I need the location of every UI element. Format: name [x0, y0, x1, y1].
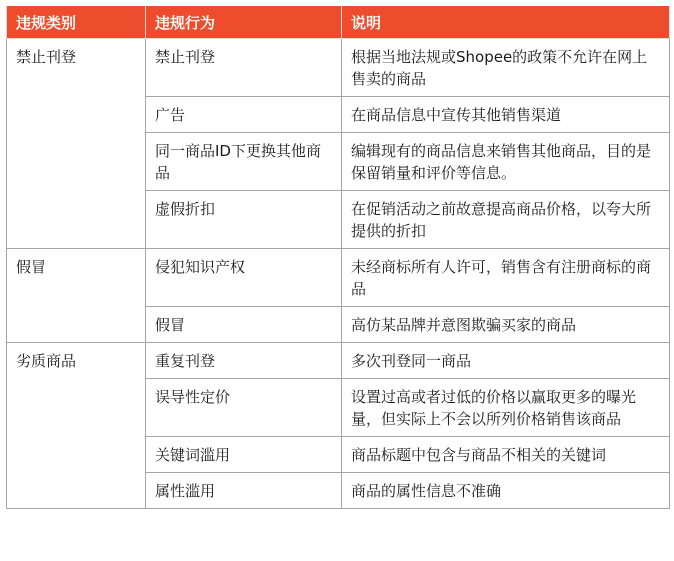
description-cell: 商品的属性信息不准确: [342, 473, 670, 509]
header-description: 说明: [342, 6, 670, 39]
behavior-cell: 同一商品ID下更换其他商品: [146, 133, 342, 191]
behavior-cell: 重复刊登: [146, 343, 342, 379]
behavior-cell: 假冒: [146, 307, 342, 343]
description-cell: 在商品信息中宣传其他销售渠道: [342, 97, 670, 133]
behavior-cell: 关键词滥用: [146, 437, 342, 473]
category-cell: 禁止刊登: [7, 39, 146, 249]
header-violation-category: 违规类别: [7, 6, 146, 39]
description-cell: 根据当地法规或Shopee的政策不允许在网上售卖的商品: [342, 39, 670, 97]
behavior-cell: 广告: [146, 97, 342, 133]
description-cell: 多次刊登同一商品: [342, 343, 670, 379]
table-row: [7, 343, 670, 379]
table-header-row: [7, 6, 670, 39]
description-cell: 在促销活动之前故意提高商品价格，以夸大所提供的折扣: [342, 191, 670, 249]
behavior-cell: 禁止刊登: [146, 39, 342, 97]
description-cell: 未经商标所有人许可，销售含有注册商标的商品: [342, 249, 670, 307]
behavior-cell: 侵犯知识产权: [146, 249, 342, 307]
description-cell: 高仿某品牌并意图欺骗买家的商品: [342, 307, 670, 343]
category-cell: 假冒: [7, 249, 146, 343]
category-cell: 劣质商品: [7, 343, 146, 509]
description-cell: 编辑现有的商品信息来销售其他商品，目的是保留销量和评价等信息。: [342, 133, 670, 191]
violation-table-container: [6, 6, 669, 509]
table-row: [7, 39, 670, 97]
behavior-cell: 误导性定价: [146, 379, 342, 437]
behavior-cell: 属性滥用: [146, 473, 342, 509]
header-violation-behavior: 违规行为: [146, 6, 342, 39]
description-cell: 设置过高或者过低的价格以赢取更多的曝光量，但实际上不会以所列价格销售该商品: [342, 379, 670, 437]
table-row: [7, 249, 670, 307]
behavior-cell: 虚假折扣: [146, 191, 342, 249]
violation-table: [6, 6, 670, 509]
description-cell: 商品标题中包含与商品不相关的关键词: [342, 437, 670, 473]
